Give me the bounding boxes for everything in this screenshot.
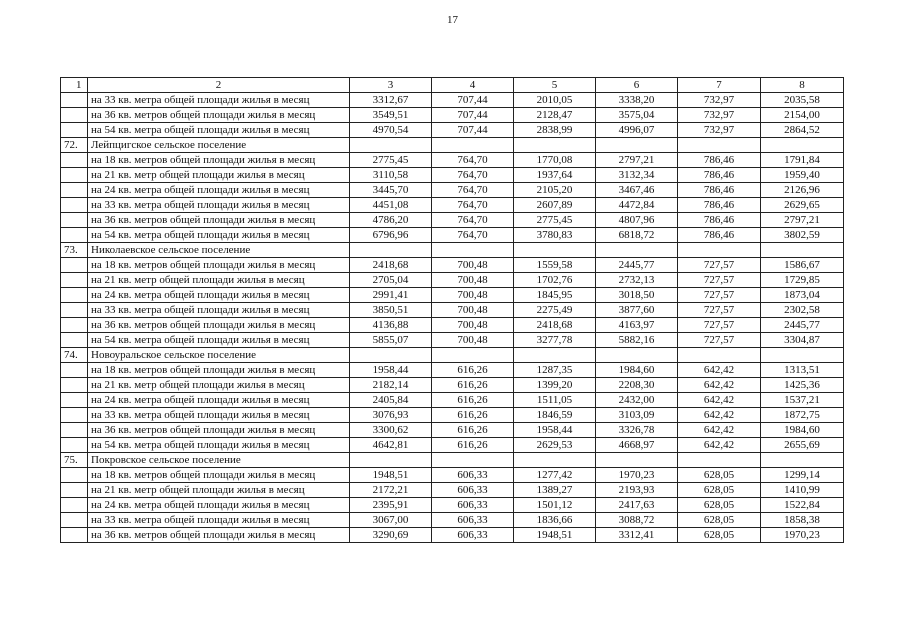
empty-cell — [61, 228, 88, 243]
table-row — [61, 213, 844, 228]
value-cell: 1501,12 — [514, 498, 596, 513]
value-cell: 1984,60 — [596, 363, 678, 378]
table-row — [61, 198, 844, 213]
row-label: на 21 кв. метр общей площади жилья в месяц — [88, 378, 350, 393]
value-cell: 606,33 — [432, 528, 514, 543]
empty-cell — [61, 423, 88, 438]
value-cell: 1948,51 — [514, 528, 596, 543]
empty-cell — [61, 333, 88, 348]
value-cell: 2182,14 — [350, 378, 432, 393]
value-cell: 2405,84 — [350, 393, 432, 408]
value-cell: 1729,85 — [761, 273, 844, 288]
value-cell: 1389,27 — [514, 483, 596, 498]
value-cell: 2655,69 — [761, 438, 844, 453]
value-cell: 1845,95 — [514, 288, 596, 303]
table-row — [61, 123, 844, 138]
value-cell: 4136,88 — [350, 318, 432, 333]
value-cell: 764,70 — [432, 198, 514, 213]
section-title: Новоуральское сельское поселение — [88, 348, 350, 363]
value-cell: 628,05 — [678, 468, 761, 483]
value-cell: 3132,34 — [596, 168, 678, 183]
value-cell: 1846,59 — [514, 408, 596, 423]
value-cell: 4451,08 — [350, 198, 432, 213]
empty-cell — [761, 243, 844, 258]
row-label: на 21 кв. метр общей площади жилья в месяц — [88, 273, 350, 288]
table-row — [61, 318, 844, 333]
value-cell: 700,48 — [432, 288, 514, 303]
empty-cell — [432, 348, 514, 363]
value-cell: 2607,89 — [514, 198, 596, 213]
section-row — [61, 348, 844, 363]
empty-cell — [61, 258, 88, 273]
table-row — [61, 378, 844, 393]
value-cell: 1958,44 — [514, 423, 596, 438]
value-cell: 727,57 — [678, 333, 761, 348]
table-body — [61, 78, 844, 543]
value-cell: 2105,20 — [514, 183, 596, 198]
row-label: на 24 кв. метра общей площади жилья в месяц — [88, 498, 350, 513]
section-title: Покровское сельское поселение — [88, 453, 350, 468]
value-cell: 1872,75 — [761, 408, 844, 423]
value-cell: 606,33 — [432, 468, 514, 483]
value-cell: 786,46 — [678, 198, 761, 213]
table-row — [61, 288, 844, 303]
table-row — [61, 408, 844, 423]
value-cell: 616,26 — [432, 438, 514, 453]
empty-cell — [61, 213, 88, 228]
value-cell: 616,26 — [432, 393, 514, 408]
value-cell: 3549,51 — [350, 108, 432, 123]
value-cell: 3304,87 — [761, 333, 844, 348]
value-cell: 628,05 — [678, 513, 761, 528]
value-cell: 642,42 — [678, 363, 761, 378]
value-cell: 3067,00 — [350, 513, 432, 528]
value-cell: 1873,04 — [761, 288, 844, 303]
empty-cell — [61, 318, 88, 333]
value-cell: 4668,97 — [596, 438, 678, 453]
value-cell: 5855,07 — [350, 333, 432, 348]
row-label: на 18 кв. метров общей площади жилья в месяц — [88, 468, 350, 483]
column-number: 7 — [678, 78, 761, 93]
empty-cell — [678, 243, 761, 258]
value-cell: 3312,67 — [350, 93, 432, 108]
table-row — [61, 93, 844, 108]
row-label: на 36 кв. метров общей площади жилья в месяц — [88, 108, 350, 123]
value-cell: 2797,21 — [761, 213, 844, 228]
value-cell: 1791,84 — [761, 153, 844, 168]
empty-cell — [61, 303, 88, 318]
value-cell: 2417,63 — [596, 498, 678, 513]
value-cell: 3018,50 — [596, 288, 678, 303]
value-cell: 2193,93 — [596, 483, 678, 498]
value-cell: 3850,51 — [350, 303, 432, 318]
value-cell: 3802,59 — [761, 228, 844, 243]
column-number: 8 — [761, 78, 844, 93]
empty-cell — [432, 453, 514, 468]
row-label: на 21 кв. метр общей площади жилья в месяц — [88, 168, 350, 183]
empty-cell — [61, 93, 88, 108]
value-cell: 2172,21 — [350, 483, 432, 498]
value-cell: 2432,00 — [596, 393, 678, 408]
value-cell: 707,44 — [432, 93, 514, 108]
empty-cell — [761, 348, 844, 363]
row-label: на 54 кв. метра общей площади жилья в месяц — [88, 333, 350, 348]
value-cell: 700,48 — [432, 273, 514, 288]
value-cell: 2418,68 — [514, 318, 596, 333]
value-cell: 2010,05 — [514, 93, 596, 108]
value-cell: 3277,78 — [514, 333, 596, 348]
table-row — [61, 153, 844, 168]
value-cell: 3312,41 — [596, 528, 678, 543]
value-cell: 5882,16 — [596, 333, 678, 348]
value-cell: 2418,68 — [350, 258, 432, 273]
value-cell: 2395,91 — [350, 498, 432, 513]
value-cell: 4996,07 — [596, 123, 678, 138]
empty-cell — [61, 153, 88, 168]
value-cell: 628,05 — [678, 498, 761, 513]
row-label: на 54 кв. метра общей площади жилья в месяц — [88, 438, 350, 453]
value-cell: 1522,84 — [761, 498, 844, 513]
row-label: на 21 кв. метр общей площади жилья в месяц — [88, 483, 350, 498]
empty-cell — [61, 273, 88, 288]
empty-cell — [61, 378, 88, 393]
value-cell: 764,70 — [432, 183, 514, 198]
empty-cell — [596, 453, 678, 468]
row-label: на 33 кв. метра общей площади жилья в месяц — [88, 198, 350, 213]
value-cell: 2629,53 — [514, 438, 596, 453]
value-cell: 2275,49 — [514, 303, 596, 318]
table-row — [61, 498, 844, 513]
value-cell: 2629,65 — [761, 198, 844, 213]
value-cell: 606,33 — [432, 483, 514, 498]
table-row — [61, 228, 844, 243]
row-label: на 18 кв. метров общей площади жилья в месяц — [88, 258, 350, 273]
value-cell: 1559,58 — [514, 258, 596, 273]
table-row — [61, 273, 844, 288]
value-cell: 1970,23 — [596, 468, 678, 483]
column-number: 3 — [350, 78, 432, 93]
empty-cell — [514, 138, 596, 153]
table-row — [61, 258, 844, 273]
column-number: 1 — [61, 78, 88, 93]
value-cell: 616,26 — [432, 378, 514, 393]
value-cell: 727,57 — [678, 288, 761, 303]
value-cell: 2775,45 — [350, 153, 432, 168]
row-label: на 33 кв. метра общей площади жилья в месяц — [88, 408, 350, 423]
value-cell: 642,42 — [678, 378, 761, 393]
row-label: на 36 кв. метров общей площади жилья в месяц — [88, 318, 350, 333]
value-cell: 642,42 — [678, 423, 761, 438]
value-cell: 2302,58 — [761, 303, 844, 318]
empty-cell — [678, 348, 761, 363]
value-cell: 1425,36 — [761, 378, 844, 393]
value-cell: 4786,20 — [350, 213, 432, 228]
value-cell: 1959,40 — [761, 168, 844, 183]
value-cell: 4807,96 — [596, 213, 678, 228]
value-cell: 700,48 — [432, 333, 514, 348]
section-title: Николаевское сельское поселение — [88, 243, 350, 258]
table-row — [61, 483, 844, 498]
value-cell: 1511,05 — [514, 393, 596, 408]
value-cell: 786,46 — [678, 183, 761, 198]
value-cell: 1958,44 — [350, 363, 432, 378]
value-cell: 1937,64 — [514, 168, 596, 183]
value-cell: 764,70 — [432, 228, 514, 243]
section-number: 73. — [61, 243, 88, 258]
table-row — [61, 108, 844, 123]
value-cell: 786,46 — [678, 228, 761, 243]
value-cell: 1313,51 — [761, 363, 844, 378]
row-label: на 24 кв. метра общей площади жилья в месяц — [88, 288, 350, 303]
table-row — [61, 303, 844, 318]
value-cell: 786,46 — [678, 168, 761, 183]
value-cell: 628,05 — [678, 528, 761, 543]
empty-cell — [61, 438, 88, 453]
value-cell: 2864,52 — [761, 123, 844, 138]
value-cell: 786,46 — [678, 153, 761, 168]
value-cell: 3110,58 — [350, 168, 432, 183]
table-row — [61, 333, 844, 348]
table-row — [61, 183, 844, 198]
tariff-table — [60, 77, 844, 543]
value-cell: 727,57 — [678, 258, 761, 273]
value-cell: 628,05 — [678, 483, 761, 498]
row-label: на 24 кв. метра общей площади жилья в месяц — [88, 393, 350, 408]
value-cell: 1410,99 — [761, 483, 844, 498]
empty-cell — [596, 243, 678, 258]
row-label: на 18 кв. метров общей площади жилья в месяц — [88, 363, 350, 378]
empty-cell — [350, 453, 432, 468]
empty-cell — [514, 243, 596, 258]
empty-cell — [61, 528, 88, 543]
empty-cell — [61, 288, 88, 303]
empty-cell — [514, 453, 596, 468]
value-cell: 3575,04 — [596, 108, 678, 123]
empty-cell — [350, 243, 432, 258]
value-cell: 6796,96 — [350, 228, 432, 243]
value-cell: 732,97 — [678, 123, 761, 138]
empty-cell — [61, 498, 88, 513]
value-cell: 3076,93 — [350, 408, 432, 423]
value-cell: 2154,00 — [761, 108, 844, 123]
value-cell: 1537,21 — [761, 393, 844, 408]
value-cell: 4163,97 — [596, 318, 678, 333]
empty-cell — [61, 468, 88, 483]
value-cell: 764,70 — [432, 168, 514, 183]
section-number: 74. — [61, 348, 88, 363]
value-cell: 1702,76 — [514, 273, 596, 288]
table-row — [61, 168, 844, 183]
value-cell: 727,57 — [678, 318, 761, 333]
value-cell: 3088,72 — [596, 513, 678, 528]
empty-cell — [596, 138, 678, 153]
value-cell: 2208,30 — [596, 378, 678, 393]
value-cell: 732,97 — [678, 93, 761, 108]
empty-cell — [432, 138, 514, 153]
value-cell: 642,42 — [678, 438, 761, 453]
value-cell: 2445,77 — [596, 258, 678, 273]
value-cell: 6818,72 — [596, 228, 678, 243]
value-cell: 4472,84 — [596, 198, 678, 213]
value-cell: 727,57 — [678, 303, 761, 318]
value-cell: 786,46 — [678, 213, 761, 228]
value-cell: 1948,51 — [350, 468, 432, 483]
empty-cell — [61, 408, 88, 423]
value-cell: 1984,60 — [761, 423, 844, 438]
empty-cell — [61, 168, 88, 183]
empty-cell — [61, 183, 88, 198]
value-cell: 616,26 — [432, 423, 514, 438]
value-cell: 700,48 — [432, 303, 514, 318]
value-cell: 1770,08 — [514, 153, 596, 168]
value-cell: 2128,47 — [514, 108, 596, 123]
value-cell: 616,26 — [432, 408, 514, 423]
section-row — [61, 138, 844, 153]
value-cell: 2035,58 — [761, 93, 844, 108]
row-label: на 24 кв. метра общей площади жилья в месяц — [88, 183, 350, 198]
row-label: на 33 кв. метра общей площади жилья в месяц — [88, 513, 350, 528]
value-cell: 2732,13 — [596, 273, 678, 288]
empty-cell — [596, 348, 678, 363]
value-cell: 3338,20 — [596, 93, 678, 108]
section-number: 75. — [61, 453, 88, 468]
value-cell: 1858,38 — [761, 513, 844, 528]
value-cell: 1399,20 — [514, 378, 596, 393]
value-cell: 727,57 — [678, 273, 761, 288]
column-number: 4 — [432, 78, 514, 93]
empty-cell — [514, 348, 596, 363]
row-label: на 36 кв. метров общей площади жилья в месяц — [88, 423, 350, 438]
empty-cell — [61, 393, 88, 408]
value-cell: 3103,09 — [596, 408, 678, 423]
value-cell: 2126,96 — [761, 183, 844, 198]
value-cell: 732,97 — [678, 108, 761, 123]
row-label: на 54 кв. метра общей площади жилья в месяц — [88, 228, 350, 243]
value-cell: 4642,81 — [350, 438, 432, 453]
page-number: 17 — [447, 14, 458, 26]
table-row — [61, 363, 844, 378]
empty-cell — [61, 198, 88, 213]
value-cell: 2838,99 — [514, 123, 596, 138]
value-cell: 606,33 — [432, 498, 514, 513]
value-cell: 700,48 — [432, 318, 514, 333]
value-cell: 707,44 — [432, 108, 514, 123]
value-cell: 3290,69 — [350, 528, 432, 543]
empty-cell — [61, 108, 88, 123]
value-cell: 2797,21 — [596, 153, 678, 168]
value-cell: 3445,70 — [350, 183, 432, 198]
empty-cell — [350, 348, 432, 363]
empty-cell — [761, 138, 844, 153]
empty-cell — [432, 243, 514, 258]
empty-cell — [61, 483, 88, 498]
value-cell: 764,70 — [432, 153, 514, 168]
row-label: на 33 кв. метра общей площади жилья в месяц — [88, 93, 350, 108]
value-cell: 2775,45 — [514, 213, 596, 228]
table-row — [61, 393, 844, 408]
column-number: 5 — [514, 78, 596, 93]
value-cell: 4970,54 — [350, 123, 432, 138]
row-label: на 36 кв. метров общей площади жилья в месяц — [88, 528, 350, 543]
empty-cell — [61, 123, 88, 138]
empty-cell — [61, 363, 88, 378]
column-number-row — [61, 78, 844, 93]
value-cell: 1970,23 — [761, 528, 844, 543]
value-cell: 642,42 — [678, 408, 761, 423]
empty-cell — [678, 453, 761, 468]
table-row — [61, 468, 844, 483]
table-row — [61, 438, 844, 453]
table-row — [61, 423, 844, 438]
empty-cell — [678, 138, 761, 153]
column-number: 2 — [88, 78, 350, 93]
value-cell: 3326,78 — [596, 423, 678, 438]
section-title: Лейпцигское сельское поселение — [88, 138, 350, 153]
value-cell: 3877,60 — [596, 303, 678, 318]
value-cell: 2705,04 — [350, 273, 432, 288]
value-cell: 1586,67 — [761, 258, 844, 273]
empty-cell — [761, 453, 844, 468]
row-label: на 54 кв. метра общей площади жилья в месяц — [88, 123, 350, 138]
value-cell: 616,26 — [432, 363, 514, 378]
table-row — [61, 513, 844, 528]
value-cell: 2445,77 — [761, 318, 844, 333]
value-cell: 3780,83 — [514, 228, 596, 243]
value-cell: 1836,66 — [514, 513, 596, 528]
value-cell: 2991,41 — [350, 288, 432, 303]
row-label: на 33 кв. метра общей площади жилья в месяц — [88, 303, 350, 318]
empty-cell — [350, 138, 432, 153]
row-label: на 36 кв. метров общей площади жилья в месяц — [88, 213, 350, 228]
value-cell: 707,44 — [432, 123, 514, 138]
value-cell: 606,33 — [432, 513, 514, 528]
column-number: 6 — [596, 78, 678, 93]
section-row — [61, 243, 844, 258]
value-cell: 3300,62 — [350, 423, 432, 438]
value-cell: 642,42 — [678, 393, 761, 408]
value-cell: 3467,46 — [596, 183, 678, 198]
section-row — [61, 453, 844, 468]
table-row — [61, 528, 844, 543]
empty-cell — [61, 513, 88, 528]
value-cell: 1287,35 — [514, 363, 596, 378]
row-label: на 18 кв. метров общей площади жилья в месяц — [88, 153, 350, 168]
value-cell: 1277,42 — [514, 468, 596, 483]
value-cell: 700,48 — [432, 258, 514, 273]
section-number: 72. — [61, 138, 88, 153]
value-cell: 764,70 — [432, 213, 514, 228]
value-cell: 1299,14 — [761, 468, 844, 483]
